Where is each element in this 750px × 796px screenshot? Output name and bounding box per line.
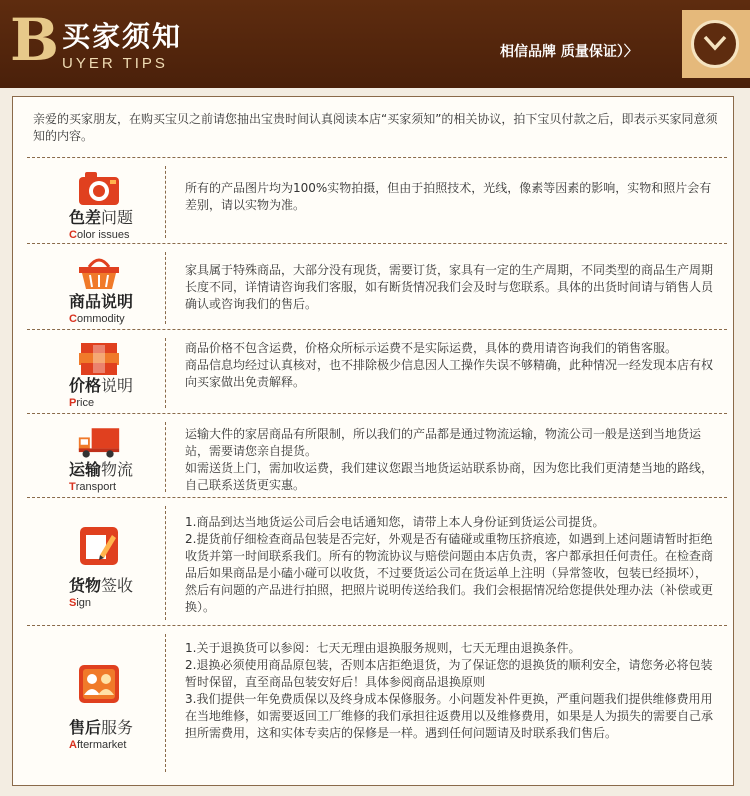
section-color [27, 157, 727, 243]
truck-icon [77, 422, 121, 462]
notice-panel [12, 96, 734, 786]
page-title: 买家须知 [62, 20, 183, 53]
header-banner [0, 0, 750, 88]
camera-icon [77, 168, 121, 208]
header-badge [682, 10, 750, 78]
basket-icon [77, 252, 121, 292]
section-title-en: Sign [69, 597, 92, 609]
chevron-down-icon [691, 20, 739, 68]
section-title: 货物签收 [69, 576, 134, 595]
section-text: 家具属于特殊商品，大部分没有现货，需要订货，家具有一定的生产周期，不同类型的商品生产周期长度不同，详情请咨询我们客服，如有断货情况我们会及时与您联系。具体的出货时间请与销售人员确认或咨询我们的售后。 [185, 263, 714, 311]
section-price [27, 329, 727, 413]
section-title: 色差问题 [69, 208, 134, 227]
section-text: 所有的产品图片均为100%实物拍摄，但由于拍照技术，光线，像素等因素的影响，实物和照片会有差别，请以实物为准。 [185, 181, 712, 212]
section-title: 价格说明 [69, 376, 134, 395]
money-icon [77, 338, 121, 378]
section-text: 运输大件的家居商品有所限制，所以我们的产品都是通过物流运输，物流公司一般是送到当地货运站，需要请您亲自提货。 如需送货上门，需加收运费，我们建议您跟当地货运站联系协商，因为您比我们更清楚当地的路线，自己联系送货更实惠。 [185, 427, 714, 492]
section-title-en: Transport [69, 481, 117, 493]
sign-pen-icon [77, 526, 121, 566]
section-title-en: Aftermarket [69, 739, 127, 751]
section-title: 售后服务 [69, 718, 134, 737]
section-transport [27, 413, 727, 497]
section-title-en: Color issues [69, 229, 130, 241]
section-title-en: Price [69, 397, 95, 409]
intro-text: 亲爱的买家朋友，在购买宝贝之前请您抽出宝贵时间认真阅读本店“买家须知”的相关协议，拍下宝贝付款之后，即表示买家同意须知的内容。 [33, 112, 718, 143]
section-sign [27, 497, 727, 625]
section-text: 1.关于退换货可以参阅：七天无理由退换服务规则，七天无理由退换条件。 2.退换必须使用商品原包装，否则本店拒绝退货，为了保证您的退换货的顺利安全，请您务必将包装暂时保留，直至商品包装安好后！具体参阅商品退换原则 3.我们提供一年免费质保以及终身成本保修服务。小问题发补件更换，严重问题我们提供维修费用用在当地维修，如需要返回工厂维修的我们承担往返费用以及维修费用，如果是人为损失的需要自己承担所需费用，这和实体专卖店的保修是一样。遇到任何问题请及时联系我们售后。 [185, 641, 714, 740]
people-icon [77, 664, 121, 704]
section-title: 运输物流 [69, 460, 134, 479]
section-title: 商品说明 [69, 292, 134, 311]
section-text: 商品价格不包含运费，价格众所标示运费不是实际运费，具体的费用请咨询我们的销售客服。 商品信息均经过认真核对，也不排除极少信息因人工操作失误不够精确，此种情况一经发现本店有权向买家做出免责解释。 [185, 341, 714, 389]
header-slogan: 相信品牌 质量保证）〉 [500, 44, 638, 60]
header-letter: B [10, 6, 60, 74]
page-subtitle: UYER TIPS [62, 55, 168, 72]
section-aftermarket [27, 625, 727, 777]
section-text: 1.商品到达当地货运公司后会电话通知您，请带上本人身份证到货运公司提货。 2.提货前仔细检查商品包装是否完好，外观是否有磕碰或重物压挤痕迹，如遇到上述问题请暂时拒绝收货并第一时间联系我们。所有的物流协议与赔偿问题由本店负责，客户都承担任何责任。在检查商品后如果商品是小磕小碰可以收货，不过要货运公司在货运单上注明（异常签收，包装已经损坏），然后有问题的产品进行拍照，把照片说明传送给我们。我们会根据情况给您提供处理办法（补偿或更换）。 [185, 515, 714, 614]
section-title-en: Commodity [69, 313, 125, 325]
section-commodity [27, 243, 727, 329]
